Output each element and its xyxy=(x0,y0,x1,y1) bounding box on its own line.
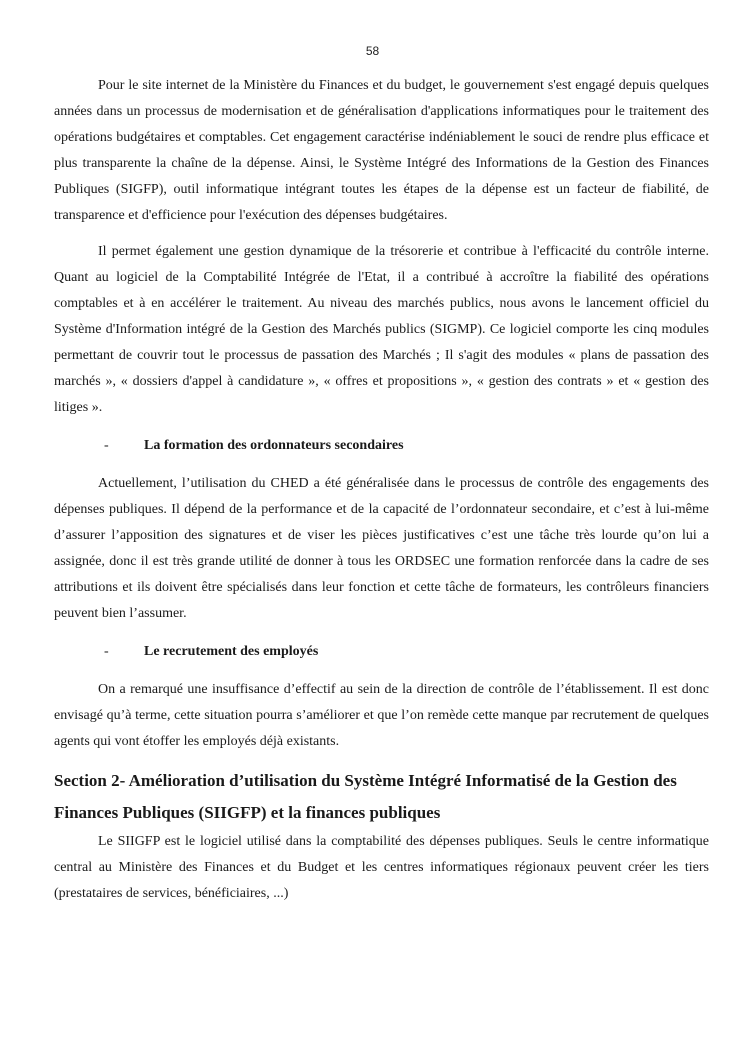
bullet-title-formation: La formation des ordonnateurs secondaires xyxy=(144,438,404,453)
paragraph-siigfp: Le SIIGFP est le logiciel utilisé dans la comptabilité des dépenses publiques. Seuls le centre informatique central au Ministère des Finances et du Budget et les centres informatiques régionaux peuvent créer les tiers (prestataires de services, bénéficiaires, ...) xyxy=(54,834,709,901)
paragraph-spacer xyxy=(54,229,709,239)
paragraph-sigfp: Pour le site internet de la Ministère du Finances et du budget, le gouvernement s'est engagé depuis quelques années dans un processus de modernisation et de généralisation d'applications informatiques pour le traitement des opérations budgétaires et comptables. Cet engagement caractérise indéniablement le souci de rendre plus efficace et plus transparente la chaîne de la dépense. Ainsi, le Système Intégré des Informations de la Gestion des Finances Publiques (SIGFP), outil informatique intégrant toutes les étapes de la dépense est un facteur de fiabilité, de transparence et d'efficience pour l'exécution des dépenses budgétaires. xyxy=(54,78,709,223)
paragraph-effectif: On a remarqué une insuffisance d’effectif au sein de la direction de contrôle de l’établissement. Il est donc envisagé qu’à terme, cette situation pourra s’améliorer et que l’on remède cette manque par recrutement de quelques agents qui vont étoffer les employés déjà existants. xyxy=(54,682,709,749)
page-number: 58 xyxy=(365,44,380,58)
bullet-dash: - xyxy=(104,438,109,453)
bullet-title-recrutement: Le recrutement des employés xyxy=(144,644,319,659)
bullet-dash: - xyxy=(104,644,109,659)
paragraph-tresorerie: Il permet également une gestion dynamique de la trésorerie et contribue à l'efficacité du contrôle interne. Quant au logiciel de la Comptabilité Intégrée de l'Etat, il a contribué à accroître la fiabilité des opérations comptables et à en accélérer le traitement. Au niveau des marchés publics, nous avons le lancement officiel du Système d'Information intégré de la Gestion des Marchés publics (SIGMP). Ce logiciel comporte les cinq modules permettant de couvrir tout le processus de passation des Marchés ; Il s'agit des modules « plans de passation des marchés », « dossiers d'appel à candidature », « offres et propositions », « gestion des contrats » et « gestion des litiges ». xyxy=(54,244,709,415)
document-body xyxy=(54,73,709,907)
bullet-formation xyxy=(54,433,709,459)
paragraph-ched: Actuellement, l’utilisation du CHED a été généralisée dans le processus de contrôle des engagements des dépenses publiques. Il dépend de la performance et de la capacité de l’ordonnateur secondaire, et c’est à lui-même d’assurer l’apposition des signatures et de viser les pièces justificatives c’est une tâche très lourde qu’on lui a assignée, donc il est très grande utilité de donner à tous les ORDSEC une formation renforcée dans la cadre de ses attributions et ils doivent être spécialisés dans leur fonction et cette tâche de formateurs, les contrôleurs financiers peuvent bien l’assumer. xyxy=(54,476,709,621)
bullet-recrutement xyxy=(54,639,709,665)
section-heading: Section 2- Amélioration d’utilisation du Système Intégré Informatisé de la Gestion des Finances Publiques (SIIGFP) et la finances publiques xyxy=(54,771,677,822)
